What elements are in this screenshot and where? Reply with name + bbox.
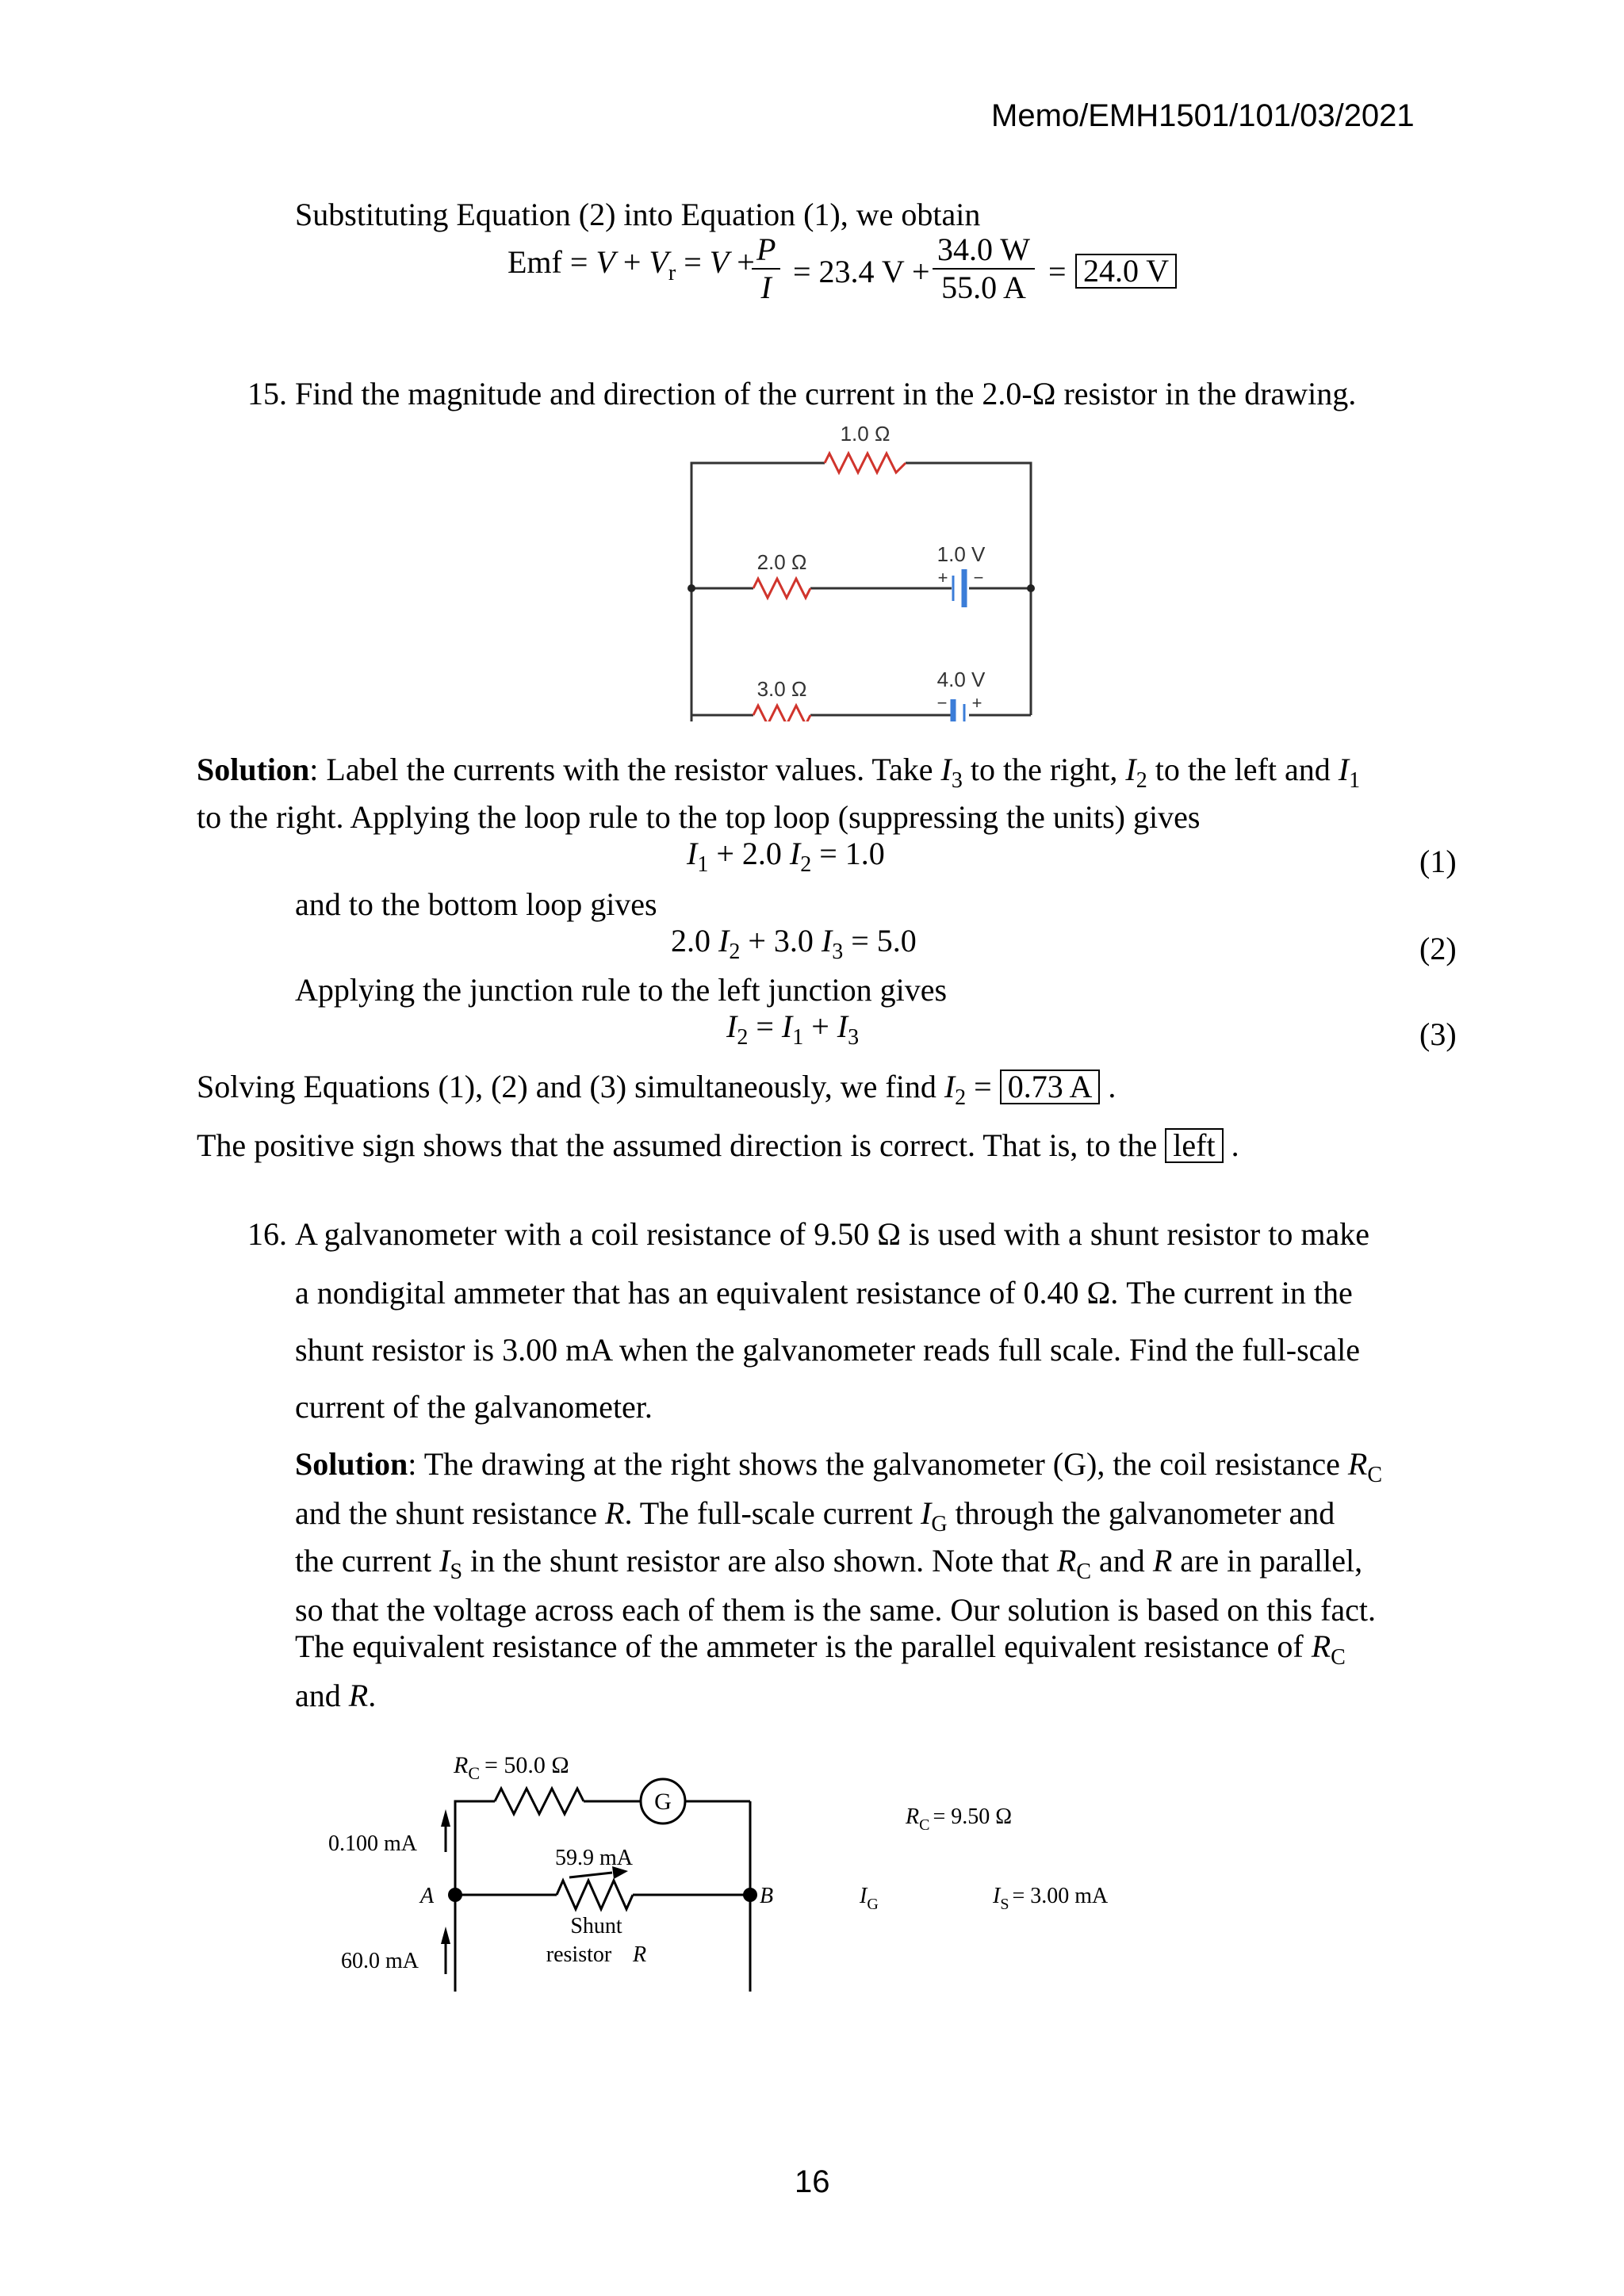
label-v-mid: 1.0 V — [936, 542, 986, 566]
node-b-dot — [743, 1888, 757, 1902]
equals-sign: = — [1048, 254, 1067, 289]
solution-text: are in parallel, — [1172, 1543, 1363, 1578]
is-value-label: $I_S = 3.00$ mA — [993, 1884, 1109, 1913]
node-a-label: A — [420, 1884, 435, 1908]
equation-1-tag: (1) — [1419, 844, 1457, 879]
equation-2: 2.0 $I_2 + 3.0$ $I_3 = 5.0$ — [671, 923, 917, 964]
battery-1-plus: + — [937, 568, 948, 587]
solution-text: The equivalent resistance of the ammeter is the parallel equivalent resistance of — [295, 1628, 1312, 1664]
q16-number: 16. — [247, 1216, 287, 1252]
q15-question: Find the magnitude and direction of the current in the 2.0-Ω resistor in the drawing. — [295, 376, 1357, 411]
q15-number: 15. — [247, 376, 287, 411]
shunt-line1: Shunt — [570, 1914, 622, 1938]
equation-3-tag: (3) — [1419, 1016, 1457, 1052]
shunt-line2: resistor — [546, 1942, 612, 1967]
arrow-up-bottom — [441, 1927, 450, 1944]
solution-text: and — [1091, 1543, 1153, 1578]
label-r-top: 1.0 Ω — [840, 422, 891, 446]
label-r-bot: 3.0 Ω — [756, 677, 807, 701]
solution-label: Solution — [295, 1446, 408, 1482]
q16-question-line: A galvanometer with a coil resistance of 9.50 Ω is used with a shunt resistor to make — [295, 1216, 1369, 1252]
label-r-mid: 2.0 Ω — [756, 550, 807, 574]
battery-1-minus: − — [973, 568, 984, 587]
galvanometer-label: G — [654, 1789, 672, 1815]
emf-mid-term: = 23.4 V + — [793, 254, 930, 289]
current-top-label: 0.100 mA — [328, 1831, 417, 1856]
solution-label: Solution — [197, 752, 310, 787]
battery-4-volt — [953, 699, 964, 721]
q15-solution-line1: Solution: Label the currents with the resistor values. Take $I_3$ to the right, $I_2$ to the left and $I_1$ — [197, 752, 1361, 793]
resistor-1-ohm — [825, 453, 906, 473]
solution-text: to the left and — [1147, 752, 1339, 787]
solution-text: . The full-scale current — [624, 1495, 921, 1531]
solution-text: in the shunt resistor are also shown. Note that — [462, 1543, 1057, 1578]
label-v-bot: 4.0 V — [936, 668, 986, 691]
arrow-shunt-shaft — [569, 1873, 612, 1877]
q16-question-line: current of the galvanometer. — [295, 1389, 653, 1425]
solution-text: . — [368, 1678, 377, 1713]
numeric-fraction — [933, 232, 1035, 306]
q16-solution-line3: the current $I_S$ in the shunt resistor are also shown. Note that $R_C$ and R are in parallel, — [295, 1543, 1363, 1584]
battery-1-volt — [953, 569, 964, 607]
substitution-intro: Substituting Equation (2) into Equation (1), we obtain — [295, 197, 981, 232]
rc-value-label: $R_C = 9.50$ Ω — [906, 1804, 1013, 1834]
junction-left — [688, 584, 695, 592]
page-number: 16 — [795, 2164, 830, 2199]
solution-text: to the right, — [962, 752, 1126, 787]
coil-resistor — [495, 1789, 584, 1814]
shunt-resistor — [557, 1881, 633, 1909]
emf-answer-box: 24.0 V — [1075, 254, 1177, 289]
solution-text: and the shunt resistance — [295, 1495, 605, 1531]
direction-text: The positive sign shows that the assumed direction is correct. That is, to the — [197, 1127, 1158, 1163]
arrow-up-top — [441, 1809, 450, 1827]
shunt-symbol: R — [633, 1942, 647, 1967]
q15-circuit-diagram — [682, 420, 1047, 721]
current-answer-box: 0.73 A — [1000, 1070, 1101, 1104]
q16-solution-line1: Solution: The drawing at the right shows the galvanometer (G), the coil resistance $R_C$ — [295, 1446, 1382, 1487]
rc-label: $R_C = 50.0$ Ω — [454, 1752, 569, 1783]
q16-solution-line4: so that the voltage across each of them is the same. Our solution is based on this fact. — [295, 1592, 1377, 1628]
junction-text: Applying the junction rule to the left junction gives — [295, 972, 948, 1008]
solution-text: : Label the currents with the resistor values. Take — [309, 752, 941, 787]
solution-text: the current — [295, 1543, 440, 1578]
emf-label: Emf — [508, 244, 562, 280]
solve-text: Solving Equations (1), (2) and (3) simultaneously, we find — [197, 1069, 944, 1104]
current-bot-label: 60.0 mA — [341, 1949, 419, 1973]
resistor-2-ohm — [753, 579, 810, 598]
solution-text: : The drawing at the right shows the galvanometer (G), the coil resistance — [408, 1446, 1348, 1482]
emf-equation: Emf = $V + V_r = V$ + — [508, 244, 755, 285]
node-a-dot — [448, 1888, 462, 1902]
node-b-label: B — [760, 1884, 774, 1908]
ig-label: $I_G$ — [860, 1884, 879, 1913]
direction-answer-box: left — [1165, 1128, 1223, 1163]
q16-solution-line6: and R. — [295, 1678, 377, 1713]
equation-1: $I_1 + 2.0$ $I_2 = 1.0$ — [687, 836, 885, 877]
fraction-denominator: 55.0 A — [941, 270, 1026, 305]
q16-solution-line5: The equivalent resistance of the ammeter is the parallel equivalent resistance of $R_C$ — [295, 1628, 1346, 1670]
fraction-numerator: 34.0 W — [933, 232, 1035, 270]
frac-numerator: P — [752, 232, 780, 270]
junction-right — [1027, 584, 1035, 592]
q16-solution-line2: and the shunt resistance R. The full-scale current $I_G$ through the galvanometer and — [295, 1495, 1335, 1536]
q16-question-line: shunt resistor is 3.00 mA when the galvanometer reads full scale. Find the full-scale — [295, 1332, 1361, 1368]
solve-line: Solving Equations (1), (2) and (3) simultaneously, we find $I_2 = 0.73$ A . — [197, 1069, 1116, 1110]
direction-line: The positive sign shows that the assumed direction is correct. That is, to the left . — [197, 1127, 1239, 1163]
q16-ammeter-diagram — [317, 1744, 1189, 1998]
bottom-loop-text: and to the bottom loop gives — [295, 886, 657, 922]
q16-question-line: a nondigital ammeter that has an equivalent resistance of 0.40 Ω. The current in the — [295, 1275, 1353, 1311]
q15-solution-line2: to the right. Applying the loop rule to the top loop (suppressing the units) gives — [197, 799, 1201, 835]
document-code: Memo/EMH1501/101/03/2021 — [991, 98, 1415, 133]
power-over-current-fraction — [752, 232, 780, 306]
battery-4-plus: + — [971, 693, 982, 713]
equation-3: $I_2 = I_1 + I_3$ — [726, 1008, 860, 1050]
current-mid-label: 59.9 mA — [555, 1846, 633, 1870]
frac-denominator: I — [760, 270, 772, 305]
solution-text: through the galvanometer and — [947, 1495, 1335, 1531]
equation-2-tag: (2) — [1419, 931, 1457, 966]
battery-4-minus: − — [936, 693, 948, 713]
resistor-3-ohm — [753, 706, 810, 721]
